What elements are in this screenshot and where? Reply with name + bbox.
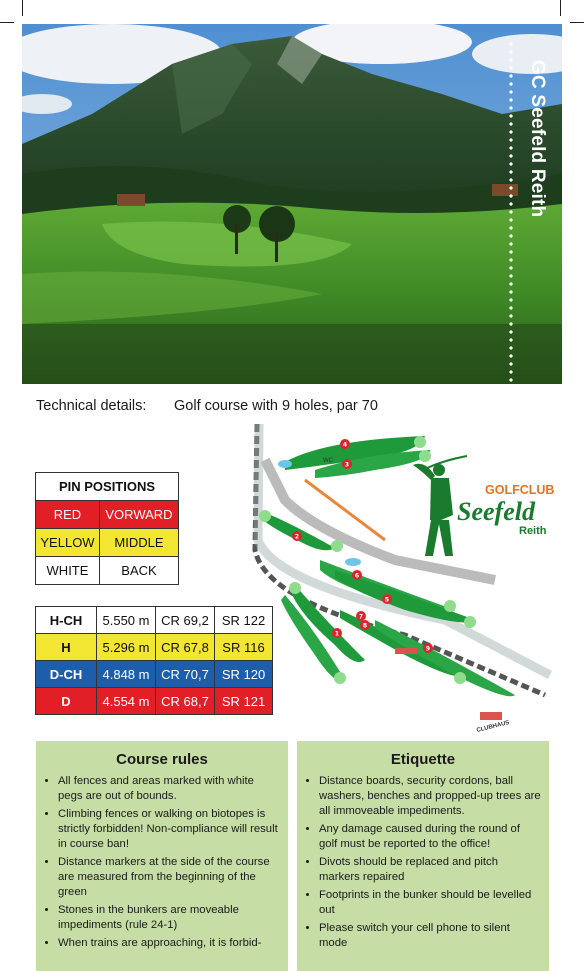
pin-position-yellow: MIDDLE [99, 529, 178, 557]
course-rules-list [36, 774, 288, 951]
crop-mark [22, 0, 23, 16]
table-row [36, 634, 273, 661]
list-item: • Footprints in the bunker should be levelled out [319, 888, 541, 918]
tee-sr: SR 116 [215, 634, 273, 661]
crop-mark [570, 22, 584, 23]
club-title-vertical [522, 56, 552, 376]
technical-value: Golf course with 9 holes, par 70 [174, 398, 378, 414]
pin-position-red: VORWARD [99, 501, 178, 529]
crop-mark [560, 0, 561, 16]
tee-length: 5.550 m [97, 607, 156, 634]
course-rules-title: Course rules [116, 751, 208, 768]
tee-name: H-CH [36, 607, 97, 634]
dotted-divider [507, 40, 515, 382]
fairway-hole-9 [375, 620, 515, 696]
clubhaus-label: CLUBHAUS [476, 719, 511, 734]
hole-number: 6 [354, 572, 360, 580]
pin-position-white: BACK [99, 557, 178, 585]
hole-number: 2 [294, 533, 300, 541]
tee-cr: CR 68,7 [156, 688, 215, 715]
hole-number: 1 [334, 630, 340, 638]
etiquette-title: Etiquette [390, 751, 456, 768]
list-item: • Divots should be replaced and pitch markers repaired [319, 855, 541, 885]
tee-name: H [36, 634, 97, 661]
tee-cr: CR 69,2 [156, 607, 215, 634]
tee-length: 4.848 m [97, 661, 156, 688]
pin-positions-table [35, 472, 179, 585]
course-photo [22, 24, 562, 384]
logo-reith: Reith [519, 525, 547, 537]
pin-color-red: RED [36, 501, 100, 529]
logo-golfclub: GOLFCLUB [485, 483, 555, 497]
wc-label: WC [323, 458, 333, 464]
tee-length: 5.296 m [97, 634, 156, 661]
tee-sr: SR 121 [215, 688, 273, 715]
list-item: • Distance boards, security cordons, ball washers, benches and propped-up trees are all immoveable impediments. [319, 774, 541, 819]
list-item: • All fences and areas marked with white pegs are out of bounds. [58, 774, 280, 804]
crop-mark [0, 22, 14, 23]
tee-sr: SR 122 [215, 607, 273, 634]
table-row [36, 607, 273, 634]
pin-title: PIN POSITIONS [36, 473, 179, 501]
list-item: • Climbing fences or walking on biotopes is strictly forbidden! Non-compliance will result in course ban! [58, 807, 280, 852]
pin-color-white: WHITE [36, 557, 100, 585]
tee-name: D-CH [36, 661, 97, 688]
course-map [245, 420, 557, 738]
hole-number: 4 [342, 441, 348, 449]
tee-stats-table [35, 606, 273, 715]
etiquette-panel [297, 741, 549, 971]
hole-number: 3 [344, 461, 350, 469]
pin-color-yellow: YELLOW [36, 529, 100, 557]
table-row [36, 688, 273, 715]
list-item: • Please switch your cell phone to silent mode [319, 921, 541, 951]
logo-seefeld: Seefeld [457, 497, 535, 526]
list-item: • Distance markers at the side of the course are measured from the beginning of the green [58, 855, 280, 900]
hole-number: 5 [384, 596, 390, 604]
list-item: • When trains are approaching, it is forbid- [58, 936, 280, 951]
tee-name: D [36, 688, 97, 715]
table-row [36, 661, 273, 688]
technical-details [36, 398, 378, 414]
list-item: • Any damage caused during the round of golf must be reported to the office! [319, 822, 541, 852]
tee-cr: CR 70,7 [156, 661, 215, 688]
tee-cr: CR 67,8 [156, 634, 215, 661]
hole-number: 8 [362, 622, 368, 630]
technical-label: Technical details: [36, 398, 147, 414]
hole-number: 7 [358, 613, 364, 621]
club-title: GC Seefeld Reith [527, 60, 548, 218]
tee-length: 4.554 m [97, 688, 156, 715]
etiquette-list [297, 774, 549, 951]
list-item: • Stones in the bunkers are moveable impediments (rule 24-1) [58, 903, 280, 933]
tee-sr: SR 120 [215, 661, 273, 688]
course-rules-panel [36, 741, 288, 971]
hole-number: 9 [425, 645, 431, 653]
